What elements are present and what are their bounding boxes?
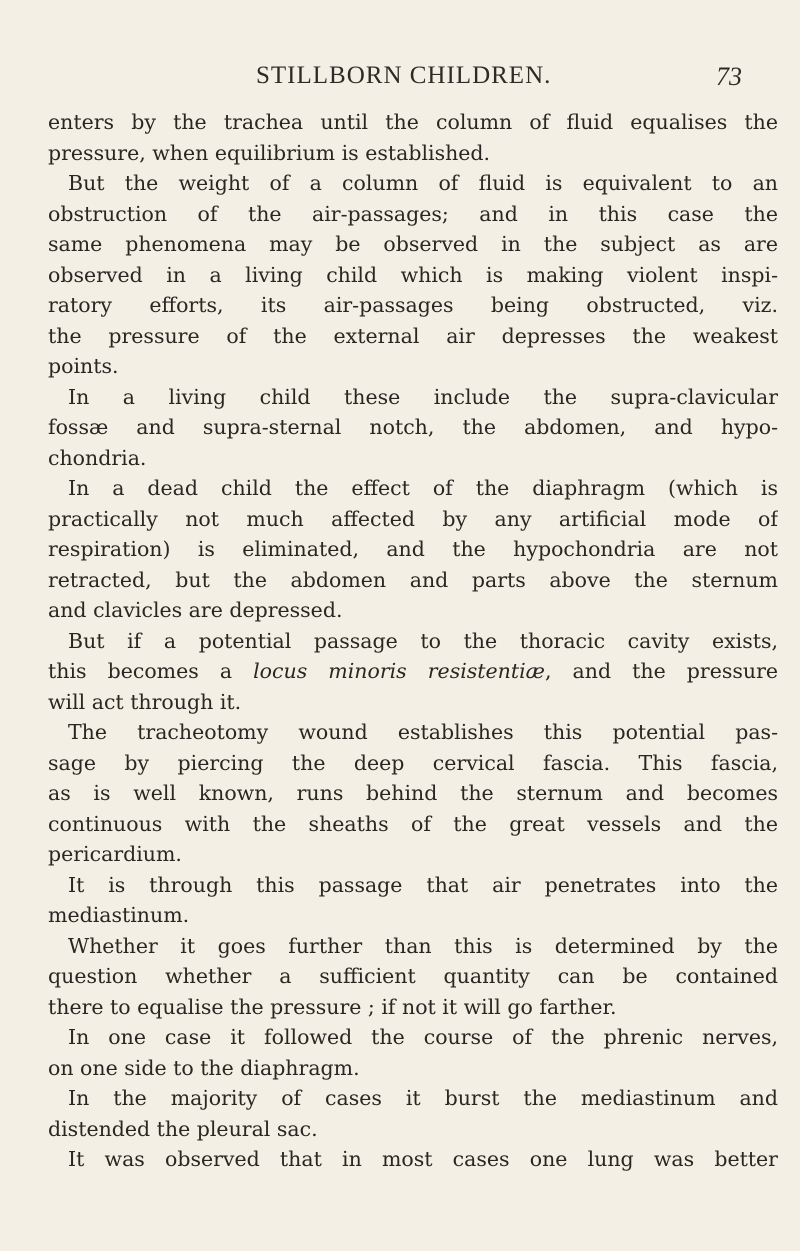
text-line: But the weight of a column of fluid is equivalent to an	[68, 171, 778, 195]
text-line: points.	[48, 354, 119, 378]
running-head	[0, 62, 800, 94]
text-line: this becomes a locus minoris resistentiæ, and the pressure	[48, 659, 778, 683]
text-line: It is through this passage that air penetrates into the	[68, 872, 778, 897]
text-line: enters by the trachea until the column of fluid equalises the	[48, 110, 778, 134]
text-line: on one side to the diaphragm.	[48, 1055, 360, 1080]
text-line: same phenomena may be observed in the subject as are	[48, 232, 778, 256]
text-line: In one case it followed the course of the phrenic nerves,	[68, 1025, 778, 1049]
text-line: chondria.	[48, 445, 147, 470]
body-text	[48, 107, 778, 1175]
text-line: It was observed that in most cases one lung was better	[68, 1147, 778, 1171]
text-line: the pressure of the external air depresses the weakest	[48, 323, 778, 348]
text-line: continuous with the sheaths of the great vessels and the	[48, 811, 778, 836]
running-title: STILLBORN CHILDREN.	[256, 62, 552, 89]
text-line: practically not much affected by any artificial mode of	[48, 506, 778, 531]
text-line: pressure, when equilibrium is established.	[48, 140, 491, 165]
text-line: fossæ and supra-sternal notch, the abdomen, and hypo-	[48, 415, 778, 439]
text-line: Whether it goes further than this is determined by the	[68, 933, 778, 958]
text-line: there to equalise the pressure ; if not it will go farther.	[48, 994, 617, 1019]
text-line: But if a potential passage to the thoracic cavity exists,	[68, 628, 778, 653]
text-line: obstruction of the air-passages; and in this case the	[48, 201, 778, 226]
text-line: will act through it.	[48, 689, 242, 714]
italic-phrase: locus minoris resistentiæ	[253, 659, 545, 683]
text-line: distended the pleural sac.	[48, 1116, 318, 1141]
text-line: In a dead child the effect of the diaphragm (which is	[68, 476, 778, 500]
text-line: mediastinum.	[48, 903, 190, 927]
text-line: In a living child these include the supra-clavicular	[68, 384, 778, 409]
page-number: 73	[716, 62, 742, 91]
text-line: In the majority of cases it burst the mediastinum and	[68, 1086, 778, 1110]
text-line: observed in a living child which is making violent inspi-	[48, 262, 778, 287]
text-line: retracted, but the abdomen and parts above the sternum	[48, 567, 778, 592]
text-line: respiration) is eliminated, and the hypochondria are not	[48, 537, 778, 561]
text-line: as is well known, runs behind the sternum and becomes	[48, 781, 778, 805]
text-line: and clavicles are depressed.	[48, 598, 343, 622]
text-line: The tracheotomy wound establishes this potential pas-	[68, 720, 778, 744]
text-line: question whether a sufficient quantity can be contained	[48, 964, 778, 988]
text-line: ratory efforts, its air-passages being obstructed, viz.	[48, 293, 778, 317]
text-line: sage by piercing the deep cervical fascia. This fascia,	[48, 750, 778, 775]
text-line: pericardium.	[48, 842, 182, 866]
